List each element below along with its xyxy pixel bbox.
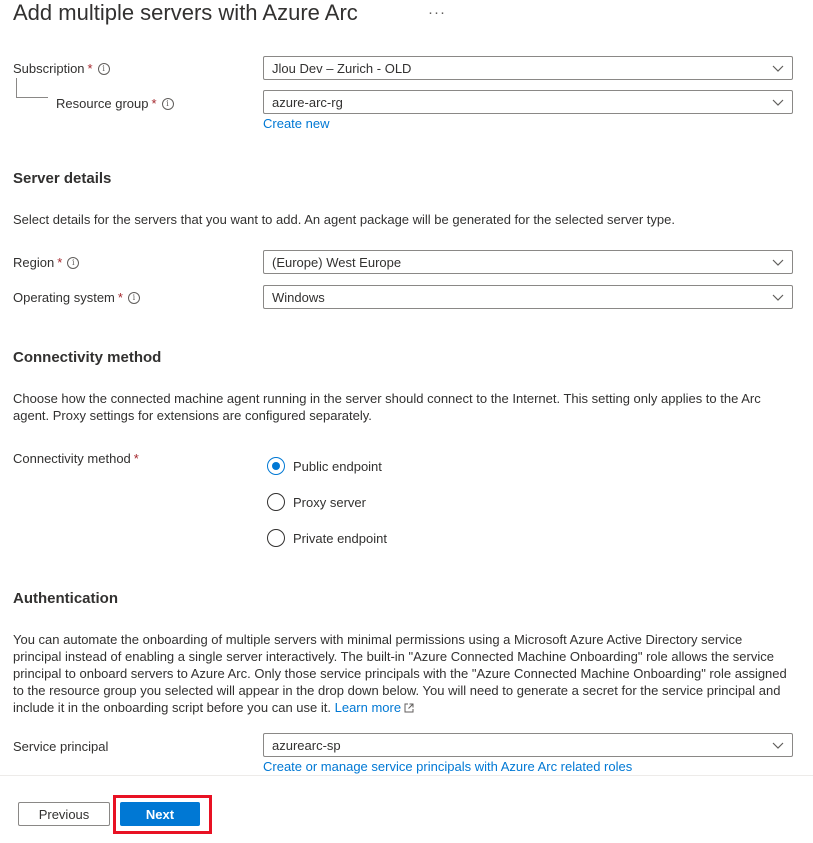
info-icon[interactable]: i [67, 257, 79, 269]
resource-group-dropdown[interactable] [263, 90, 793, 114]
tree-connector-horizontal [16, 97, 48, 98]
connectivity-heading: Connectivity method [13, 349, 162, 366]
create-new-link[interactable]: Create new [263, 116, 330, 131]
chevron-down-icon [772, 291, 784, 303]
authentication-description-text: You can automate the onboarding of multiple servers with minimal permissions using a Microsoft Azure Active Directory service principal instead of enabling a single server interactively. The built-in "Azure Connected Machine Onboarding" role allows the service principal to onboard servers to Azure Arc. Only those service principals with the "Azure Connected Machine Onboarding" role assigned to the resource group you selected will appear in the drop down below. You will need to generate a secret for the service principal and include it in the onboarding script before you can use it. [13, 632, 787, 715]
learn-more-text: Learn more [334, 700, 402, 715]
info-icon[interactable]: i [162, 98, 174, 110]
required-marker: * [151, 96, 157, 111]
external-link-icon [404, 703, 414, 713]
os-value: Windows [272, 290, 325, 305]
region-dropdown[interactable] [263, 250, 793, 274]
service-principal-label [13, 739, 108, 754]
os-label [13, 290, 140, 305]
chevron-down-icon [772, 256, 784, 268]
next-button[interactable]: Next [120, 802, 200, 826]
server-details-description: Select details for the servers that you want to add. An agent package will be generated for the selected server type. [13, 212, 675, 227]
learn-more-link[interactable] [335, 700, 414, 715]
radio-button[interactable] [267, 457, 285, 475]
subscription-label-text: Subscription [13, 61, 85, 76]
info-icon[interactable]: i [98, 63, 110, 75]
authentication-heading: Authentication [13, 590, 118, 607]
connectivity-method-label-text: Connectivity method [13, 451, 131, 466]
resource-group-label-text: Resource group [56, 96, 149, 111]
radio-button[interactable] [267, 493, 285, 511]
required-marker: * [57, 255, 63, 270]
previous-button[interactable]: Previous [18, 802, 110, 826]
server-details-heading: Server details [13, 170, 112, 187]
region-value: (Europe) West Europe [272, 255, 402, 270]
resource-group-label [56, 96, 174, 111]
service-principal-dropdown[interactable] [263, 733, 793, 757]
subscription-dropdown[interactable] [263, 56, 793, 80]
radio-public-endpoint[interactable] [267, 457, 382, 475]
required-marker: * [87, 61, 93, 76]
subscription-label [13, 61, 110, 76]
os-dropdown[interactable] [263, 285, 793, 309]
radio-proxy-server[interactable] [267, 493, 366, 511]
chevron-down-icon [772, 62, 784, 74]
radio-private-endpoint[interactable] [267, 529, 387, 547]
connectivity-method-label [13, 451, 139, 466]
service-principal-label-text: Service principal [13, 739, 109, 754]
radio-label: Proxy server [293, 494, 366, 510]
connectivity-description: Choose how the connected machine agent running in the server should connect to the Internet. This setting only applies to the Arc agent. Proxy settings for extensions are configured separately. [13, 391, 761, 423]
authentication-description [13, 631, 793, 716]
next-button-highlight [113, 795, 212, 834]
service-principal-value: azurearc-sp [272, 738, 341, 753]
resource-group-value: azure-arc-rg [272, 95, 343, 110]
radio-label: Private endpoint [293, 530, 387, 546]
subscription-value: Jlou Dev – Zurich - OLD [272, 61, 412, 76]
page-title: Add multiple servers with Azure Arc [13, 0, 358, 25]
chevron-down-icon [772, 96, 784, 108]
manage-service-principals-link[interactable]: Create or manage service principals with Azure Arc related roles [263, 759, 633, 774]
required-marker: * [117, 290, 123, 305]
region-label-text: Region [13, 255, 55, 270]
footer-divider [0, 775, 813, 776]
region-label [13, 255, 79, 270]
radio-button[interactable] [267, 529, 285, 547]
info-icon[interactable]: i [128, 292, 140, 304]
required-marker: * [133, 451, 139, 466]
more-options-button[interactable]: ··· [428, 4, 446, 21]
os-label-text: Operating system [13, 290, 115, 305]
radio-label: Public endpoint [293, 458, 382, 474]
chevron-down-icon [772, 739, 784, 751]
tree-connector-vertical [16, 78, 17, 97]
